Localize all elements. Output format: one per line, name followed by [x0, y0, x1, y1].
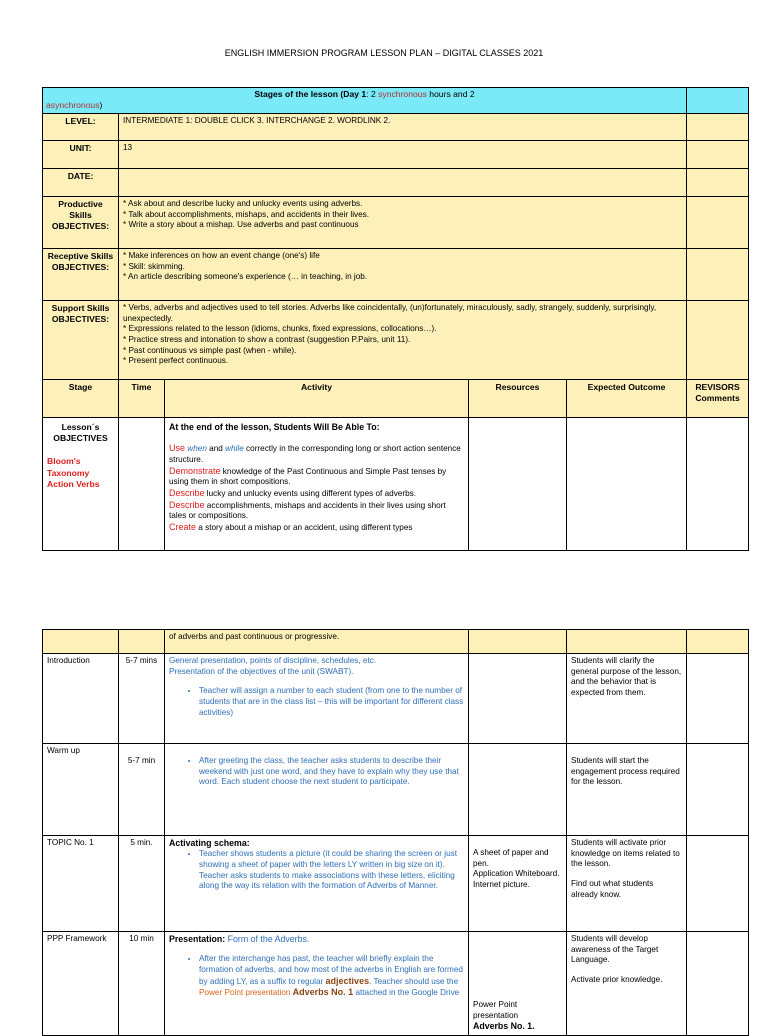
objective-describe-2: Describe accomplishments, mishaps and accidents in their lives using short tales or compositions. — [169, 499, 446, 521]
list-item: * Verbs, adverbs and adjectives used to tell stories. Adverbs like coincidentally, (un)fortunately, miraculously, sadly, strangely, suddenly, surprisingly, unexpectedly. — [123, 303, 657, 323]
lesson-plan-table-bottom — [42, 629, 749, 1036]
col-activity: Activity — [165, 380, 469, 418]
list-item: * Write a story about a mishap. Use adverbs and past continuous — [123, 220, 359, 230]
list-item: * Ask about and describe lucky and unlucky events using adverbs. — [123, 199, 363, 208]
activity-introduction: General presentation, points of discipline, schedules, etc. Presentation of the objectives of the unit (SWABT). • Teacher will assign a number to each student (from one to the number of students that are in the class list – this will be important for different class activities) — [165, 654, 469, 744]
resources-ppp: Power Point presentation Adverbs No. 1. — [469, 932, 567, 1036]
asynchronous-label: asynchronous — [46, 100, 100, 111]
objective-describe-1: Describe lucky and unlucky events using different types of adverbs. — [169, 488, 416, 499]
stages-label: Stages of the lesson — [254, 89, 338, 99]
outcome-ppp: Students will develop awareness of the Target Language. Activate prior knowledge. — [567, 932, 687, 1036]
stage-ppp: PPP Framework — [43, 932, 119, 1036]
column-header-row — [43, 380, 749, 418]
table-row — [43, 836, 749, 932]
col-resources: Resources — [469, 380, 567, 418]
objectives-activity-cell — [165, 418, 469, 551]
table-row — [43, 744, 749, 836]
table-row — [43, 932, 749, 1036]
outcome-topic1: Students will activate prior knowledge on items related to the lesson. Find out what students already know. — [567, 836, 687, 932]
list-item: • Teacher will assign a number to each student (from one to the number of students that are in the class list – this will be important for different class activities) — [199, 686, 464, 718]
objective-demonstrate: Demonstrate knowledge of the Past Continuous and Simple Past tenses by using them in short compositions. — [169, 465, 447, 487]
stages-header-row — [43, 88, 749, 114]
list-item: * Skill: skimming. — [123, 261, 185, 271]
time-topic1: 5 min. — [119, 836, 165, 932]
time-warmup: 5-7 min — [119, 744, 165, 836]
level-row — [43, 114, 749, 141]
list-item: • After the interchange has past, the teacher will briefly explain the formation of adverbs, and how most of the adverbs in English are formed by adding LY, as a suffix to regular adjectives. Teacher should use the Power Point presentation Adverbs No. 1 attached in the Google Drive — [199, 954, 464, 999]
list-item: * Talk about accomplishments, mishaps, and accidents in their lives. — [123, 209, 370, 219]
date-label: DATE: — [43, 169, 119, 197]
level-value: INTERMEDIATE 1: DOUBLE CLICK 3. INTERCHANGE 2. WORDLINK 2. — [119, 114, 687, 141]
productive-label: Productive Skills OBJECTIVES: — [43, 197, 119, 249]
unit-label: UNIT: — [43, 141, 119, 169]
stage-warmup: Warm up — [43, 744, 119, 836]
support-objectives — [119, 301, 687, 380]
continuation-row — [43, 630, 749, 654]
revisors-header-empty — [687, 88, 749, 114]
list-item: * Expressions related to the lesson (idioms, chunks, fixed expressions, collocations…). — [123, 324, 437, 334]
outcome-introduction: Students will clarify the general purpose of the lesson, and the behavior that is expected from them. — [567, 654, 687, 744]
list-item: * An article describing someone's experience (… in teaching, in job. — [123, 272, 368, 282]
list-item: • After greeting the class, the teacher asks students to describe their weekend with just one word, and they have to explain why they use that word. Each student choose the next student to participate. — [199, 756, 464, 788]
lesson-plan-table-top — [42, 87, 749, 551]
objectives-row — [43, 418, 749, 551]
list-item: * Make inferences on how an event change (one's) life — [123, 251, 320, 260]
activity-topic1: Activating schema: • Teacher shows students a picture (it could be sharing the screen or just showing a sheet of paper with the letters LY written in big size on it). Teacher asks students to make associations with these letters, eliciting along the way its relation with the formation of Adverbs of Manner. — [165, 836, 469, 932]
unit-value: 13 — [119, 141, 687, 169]
table-row — [43, 654, 749, 744]
col-time: Time — [119, 380, 165, 418]
list-item: * Past continuous vs simple past (when - while). — [123, 345, 297, 355]
support-label: Support Skills OBJECTIVES: — [43, 301, 119, 380]
productive-row — [43, 197, 749, 249]
bloom-taxonomy-label: Bloom's Taxonomy Action Verbs — [47, 456, 100, 489]
receptive-label: Receptive Skills OBJECTIVES: — [43, 249, 119, 301]
outcome-warmup: Students will start the engagement process required for the lesson. — [567, 744, 687, 836]
productive-objectives — [119, 197, 687, 249]
col-outcome: Expected Outcome — [567, 380, 687, 418]
activity-warmup — [165, 744, 469, 836]
receptive-row — [43, 249, 749, 301]
date-row — [43, 169, 749, 197]
list-item: * Present perfect continuous. — [123, 356, 229, 366]
stages-header-cell: Stages of the lesson (Day 1: 2 synchronous hours and 2 asynchronous) — [43, 88, 687, 114]
col-stage: Stage — [43, 380, 119, 418]
list-item: * Practice stress and intonation to show a contrast (suggestion P.Pairs, unit 11). — [123, 334, 411, 344]
level-label: LEVEL: — [43, 114, 119, 141]
date-value — [119, 169, 687, 197]
time-ppp: 10 min — [119, 932, 165, 1036]
objective-create: Create a story about a mishap or an accident, using different types — [169, 522, 413, 533]
synchronous-label: synchronous — [378, 89, 427, 99]
receptive-objectives — [119, 249, 687, 301]
support-row — [43, 301, 749, 380]
objective-continuation: of adverbs and past continuous or progressive. — [165, 630, 469, 654]
col-revisors: REVISORS Comments — [687, 380, 749, 418]
list-item: • Teacher shows students a picture (it could be sharing the screen or just showing a sheet of paper with the letters LY written in big size on it). Teacher asks students to make associations with these letters, eliciting along the way its relation with the formation of Adverbs of Manner. — [199, 849, 464, 892]
objective-use: Use when and while correctly in the corresponding long or short action sentence structure. — [169, 443, 461, 465]
activity-ppp: Presentation: Form of the Adverbs. • After the interchange has past, the teacher will briefly explain the formation of adverbs, and how most of the adverbs in English are formed by adding LY, as a suffix to regular adjectives. Teacher should use the Power Point presentation Adverbs No. 1 attached in the Google Drive — [165, 932, 469, 1036]
resources-topic1: A sheet of paper and pen. Application Whiteboard. Internet picture. — [469, 836, 567, 932]
objectives-label: Lesson´s OBJECTIVES — [53, 422, 108, 444]
objectives-stage-cell — [43, 418, 119, 551]
unit-row — [43, 141, 749, 169]
page-title: ENGLISH IMMERSION PROGRAM LESSON PLAN – DIGITAL CLASSES 2021 — [224, 48, 544, 58]
objectives-heading: At the end of the lesson, Students Will Be Able To: — [169, 422, 380, 432]
stage-topic1: TOPIC No. 1 — [43, 836, 119, 932]
stage-introduction: Introduction — [43, 654, 119, 744]
time-introduction: 5-7 mins — [119, 654, 165, 744]
